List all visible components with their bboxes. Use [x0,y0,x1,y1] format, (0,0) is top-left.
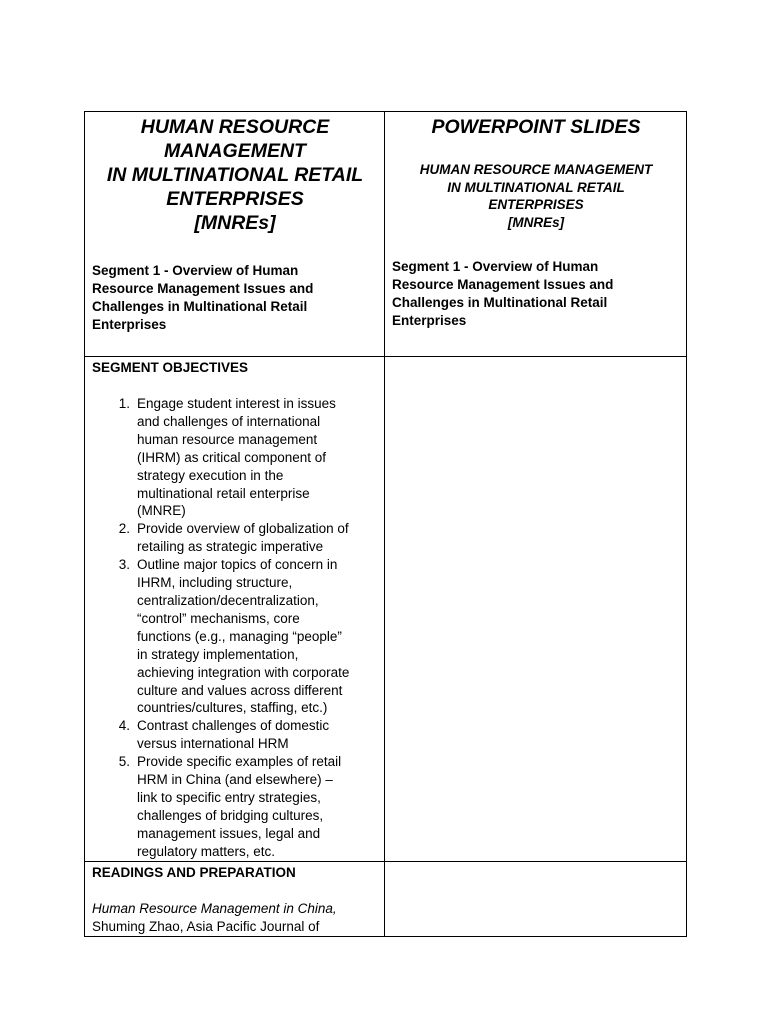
segment-title-line: Challenges in Multinational Retail [392,295,608,310]
segment-title-line: Segment 1 - Overview of Human [92,263,299,278]
objective-item [92,520,378,556]
objective-text-line: and challenges of international [137,413,321,429]
objective-text-line: versus international HRM [137,736,289,752]
segment-title-line: Resource Management Issues and [92,281,314,296]
objectives-heading: SEGMENT OBJECTIVES [92,360,249,375]
objective-text-line: functions (e.g., managing “people” [137,628,342,644]
objective-text-line: Provide overview of globalization of [137,521,349,537]
objective-text-line: Engage student interest in issues [137,396,336,411]
objective-text-line: Provide specific examples of retail [137,754,342,770]
objective-text-line: retailing as strategic imperative [137,539,324,555]
objective-text-line: human resource management [137,431,318,447]
course-title-line: [MNREs] [194,212,276,234]
objective-item [92,395,378,520]
objective-text [137,717,378,753]
objective-text-line: regulatory matters, etc. [137,843,276,859]
objective-text-line: IHRM, including structure, [137,575,293,591]
course-title-line: ENTERPRISES [166,188,304,210]
segment-title-line: Enterprises [392,313,467,328]
slides-subtitle-line: IN MULTINATIONAL RETAIL [447,179,625,195]
slides-subtitle [392,161,680,231]
objectives-row [85,357,687,862]
objective-text-line: in strategy implementation, [137,646,299,662]
objective-text-line: (IHRM) as critical component of [137,449,327,465]
header-row [85,112,687,357]
objective-text-line: strategy execution in the [137,467,284,483]
objective-text-line: achieving integration with corporate [137,664,350,680]
reading-author: Shuming Zhao, Asia Pacific Journal of [92,918,320,934]
document-table [84,111,687,937]
segment-title [92,262,378,334]
objective-text-line: centralization/decentralization, [137,592,319,608]
course-title [92,115,378,235]
segment-title-line: Enterprises [92,317,167,332]
objective-text-line: challenges of bridging cultures, [137,807,324,823]
segment-title-line: Resource Management Issues and [392,277,614,292]
objective-number: 1. [118,396,130,411]
objective-item [92,556,378,717]
objective-text-line: link to specific entry strategies, [137,789,321,805]
objective-item [92,717,378,753]
objective-number: 4. [118,718,130,734]
objective-text-line: management issues, legal and [137,825,321,841]
objective-text [137,753,378,860]
objective-text-line: (MNRE) [137,503,186,519]
readings-cell [85,861,385,936]
objective-text-line: Contrast challenges of domestic [137,718,330,734]
segment-title-line: Segment 1 - Overview of Human [392,259,599,274]
objective-text [137,556,378,717]
objective-text-line: countries/cultures, staffing, etc.) [137,700,328,716]
objective-number: 5. [118,754,130,770]
objective-text-line: Outline major topics of concern in [137,557,338,573]
objective-text-line: HRM in China (and elsewhere) – [137,772,333,788]
objective-item [92,753,378,860]
segment-title-line: Challenges in Multinational Retail [92,299,308,314]
objective-text [137,520,378,556]
reading-title: Human Resource Management in China, [92,900,337,916]
course-title-line: IN MULTINATIONAL RETAIL [106,164,364,186]
slides-subtitle-line: HUMAN RESOURCE MANAGEMENT [419,162,653,177]
readings-row [85,861,687,936]
objectives-list [92,395,378,861]
readings-slides-cell [385,861,687,936]
objective-text-line: “control” mechanisms, core [137,610,300,626]
slides-title: POWERPOINT SLIDES [431,116,641,138]
objectives-cell [85,357,385,862]
objective-text-line: culture and values across different [137,682,343,698]
course-title-line: HUMAN RESOURCE [140,116,330,138]
slides-subtitle-line: ENTERPRISES [488,197,584,212]
objectives-slides-cell [385,357,687,862]
right-header-cell [385,112,687,357]
objective-number: 2. [118,521,130,537]
slides-segment-title [392,258,680,330]
objective-number: 3. [118,557,130,573]
left-header-cell [85,112,385,357]
objective-text [137,395,378,520]
objective-text-line: multinational retail enterprise [137,485,310,501]
course-title-line: MANAGEMENT [164,140,306,162]
slides-subtitle-line: [MNREs] [507,214,565,230]
readings-heading: READINGS AND PREPARATION [92,864,296,880]
